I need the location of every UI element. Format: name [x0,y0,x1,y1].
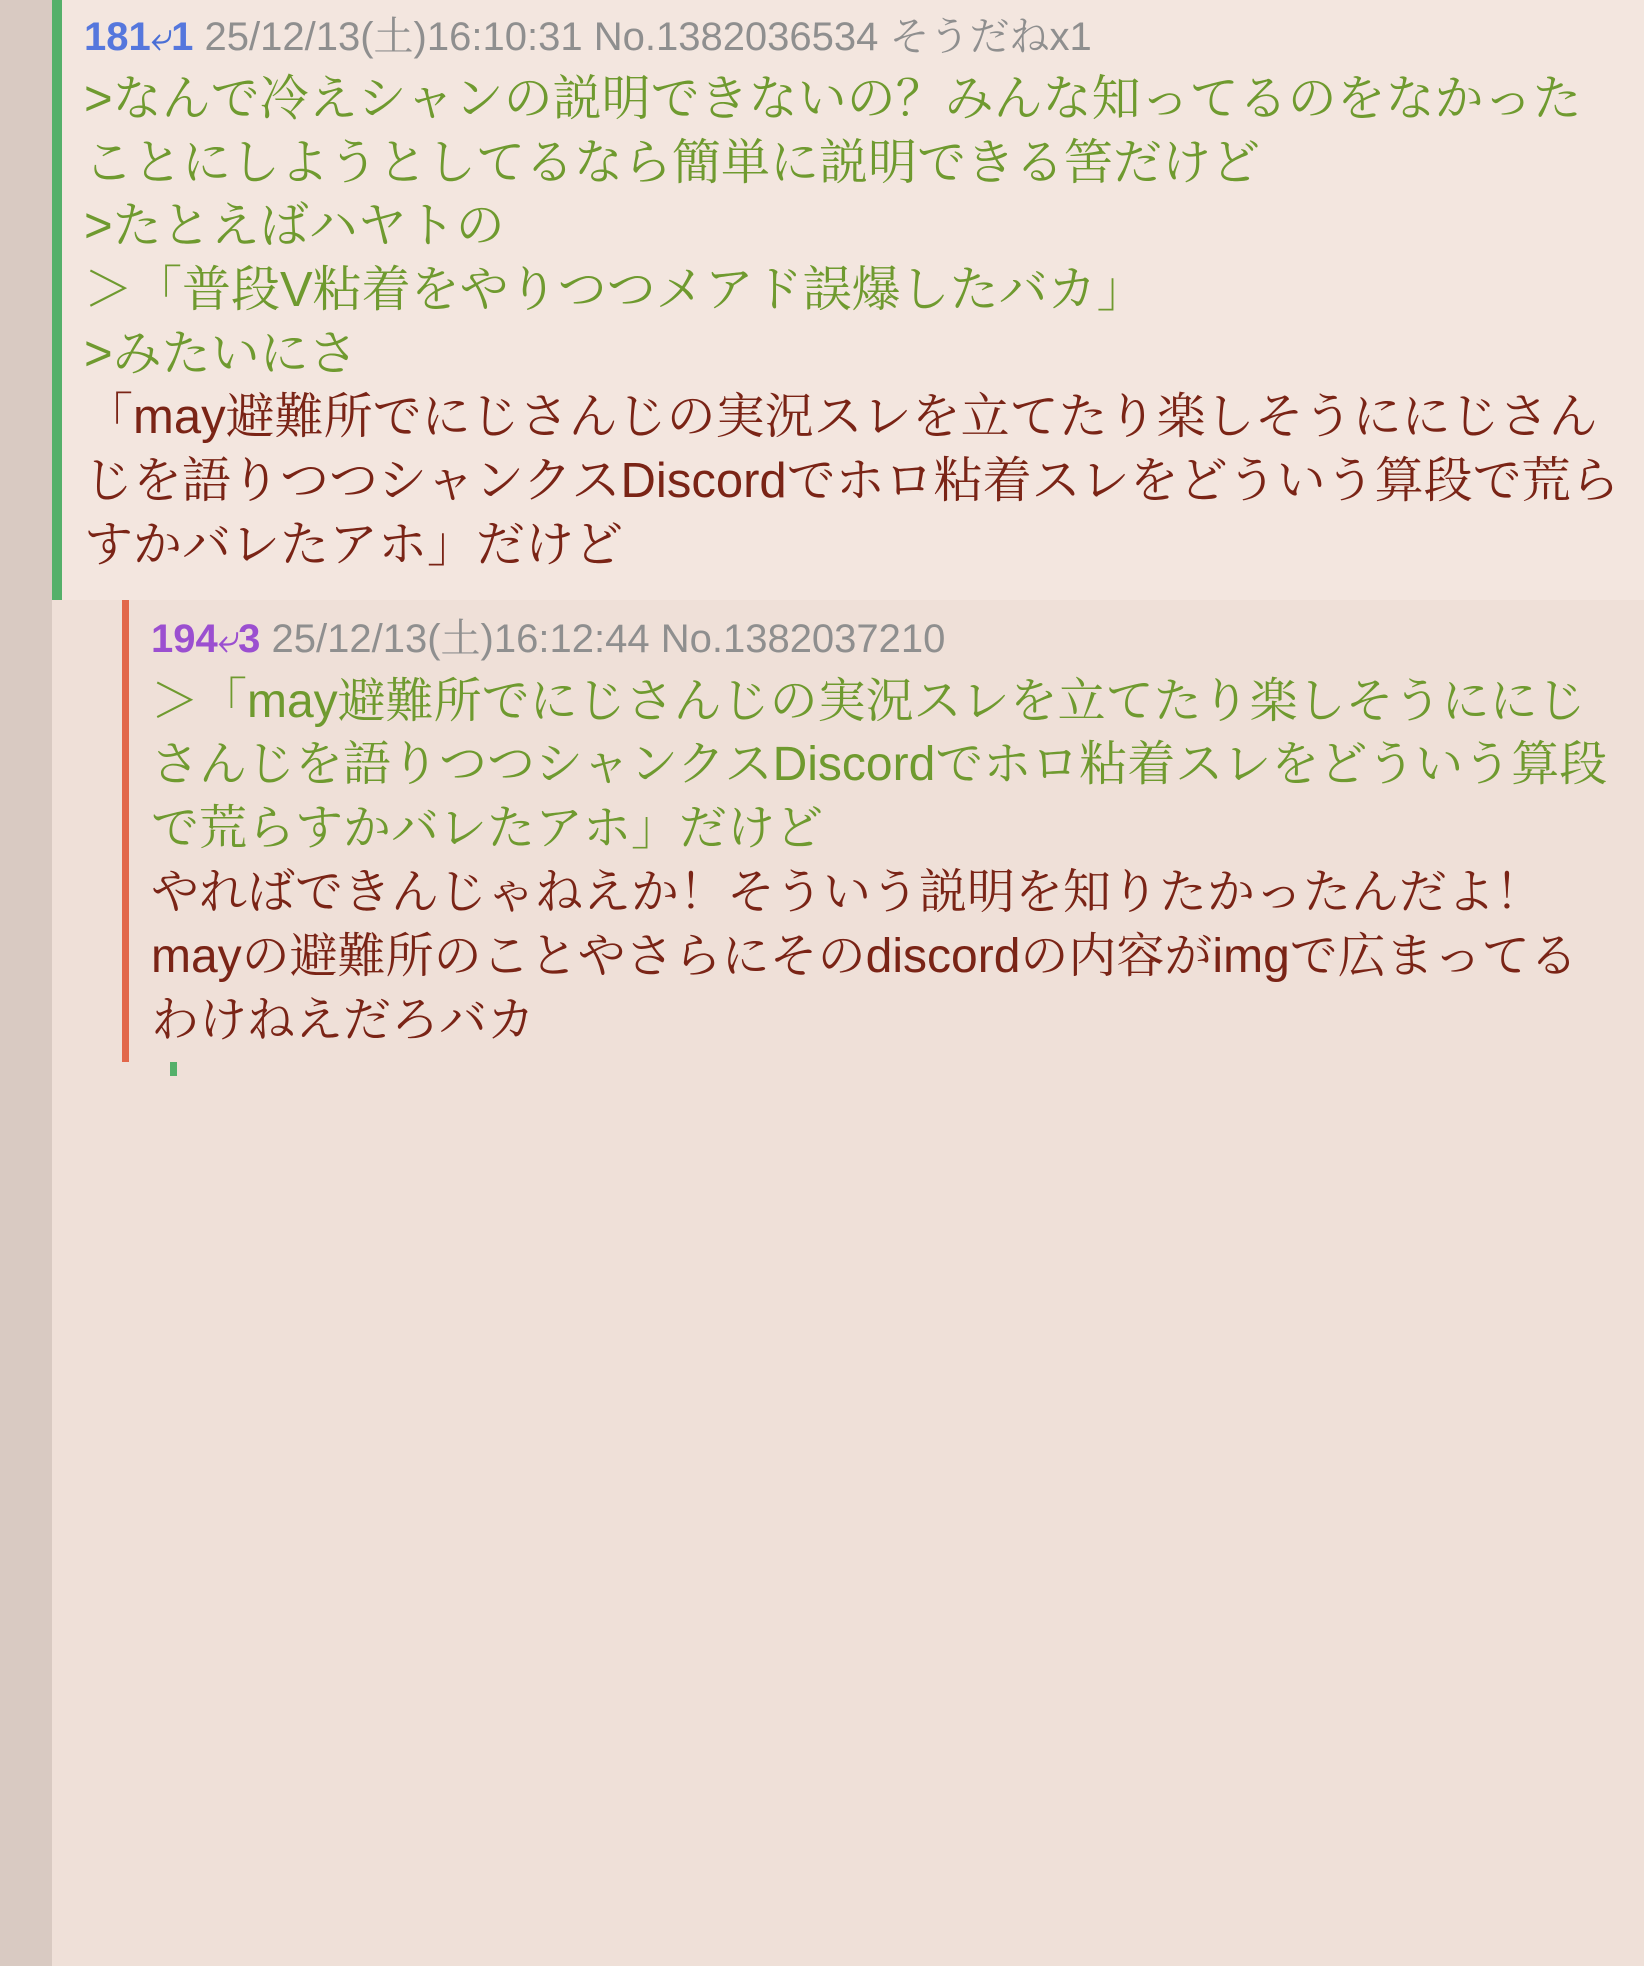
post-reply-count[interactable]: 3 [238,616,261,661]
post-id[interactable]: No.1382036534 [593,15,879,59]
post-item-partial [170,1062,1644,1076]
post-line-text: mayの避難所のことやさらにそのdiscordの内容がimgで広まってるわけねえだろバカ [151,929,1578,1047]
post-number[interactable]: 194 [151,616,218,661]
post-meta [151,614,1622,670]
post-date: 25/12/13(土)16:10:31 [204,15,583,59]
post-body [84,68,1622,578]
post-item [122,600,1644,1063]
post-reply-count[interactable]: 1 [171,15,194,59]
post-line-quote: >なんで冷えシャンの説明できないの？みんな知ってるのをなかったことにしようとしてるなら簡単に説明できる筈だけど [84,72,1582,190]
reply-arrow-icon[interactable]: ⤶ [217,616,239,661]
post-line-text: 「may避難所でにじさんじの実況スレを立てたり楽しそうににじさんじを語りつつシャンクスDiscordでホロ粘着スレをどういう算段で荒らすかバレたアホ」だけど [84,390,1620,572]
sodane-counter[interactable]: そうだねx1 [889,15,1092,59]
post-number[interactable]: 181 [84,15,151,59]
post-body [151,670,1622,1053]
post-line-quote: >みたいにさ [84,326,358,381]
post-date: 25/12/13(土)16:12:44 [271,616,650,661]
post-item [52,0,1644,600]
reply-arrow-icon[interactable]: ⤶ [150,15,172,59]
post-line-quote: ＞「普段V粘着をやりつつメアド誤爆したバカ」 [84,263,1146,318]
post-line-quote: ＞「may避難所でにじさんじの実況スレを立てたり楽しそうににじさんじを語りつつシャンクスDiscordでホロ粘着スレをどういう算段で荒らすかバレたアホ」だけど [151,674,1608,856]
post-id[interactable]: No.1382037210 [660,616,946,661]
post-line-quote: >たとえばハヤトの [84,199,505,254]
post-meta [84,12,1622,68]
post-line-text: やればできんじゃねえか！そういう説明を知りたかったんだよ！ [151,865,1544,919]
